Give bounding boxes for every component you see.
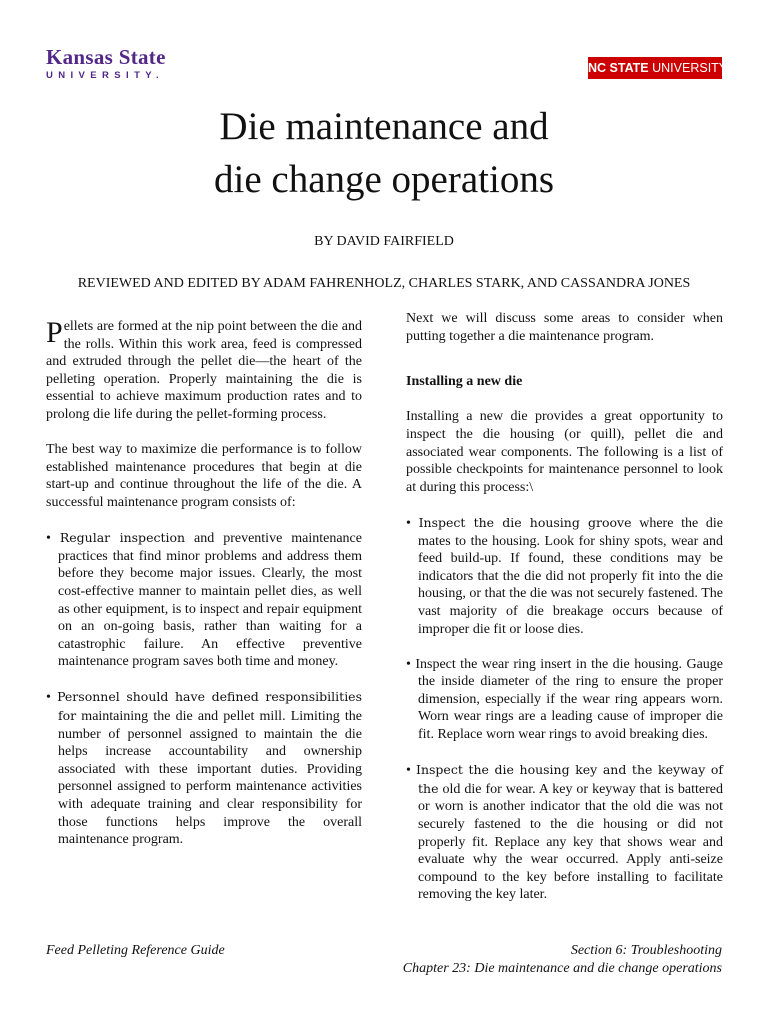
footer-chapter: Chapter 23: Die maintenance and die change operations: [402, 960, 722, 976]
right-column: [406, 310, 723, 922]
installing-paragraph: Installing a new die provides a great opportunity to inspect the die housing (or quill), pellet die and associated wear components. The following is a list of possible checkpoints for maintenance personnel to look at during this process:\: [406, 409, 723, 495]
footer-section: Section 6: Troubleshooting: [570, 943, 722, 958]
bullet-lead: Inspect the die housing key and the keyway of the: [416, 762, 723, 796]
title-line-2: die change operations: [213, 158, 555, 201]
drop-cap: P: [46, 316, 63, 349]
bullet-text: Inspect the wear ring insert in the die housing. Gauge the inside diameter of the ring to ensure the proper dimension, especially if the wear ring appears worn. Worn wear rings are a leading cause of improper die fit. Replace worn wear rings to avoid breaking dies.: [415, 656, 723, 743]
bullet-housing-key: • Inspect the die housing key and the keyway of the old die for wear. A key or keyway that is battered or worn is another indicator that the old die was not securely fastened to the die housing or did not properly fit. Replace any key that shows wear and evaluate why the wear occurred. Apply anti-seize compound to the key before installing to facilitate removing the key later.: [406, 762, 723, 903]
bullet-regular-inspection: • Regular inspection and preventive maintenance practices that find minor problems and address them before they become major issues. Clearly, the most cost-effective manner to maintain pellet dies, as well as other equipment, is to inspect and repair equipment on an on-going basis, rather than waiting for a catastrophic failure. An effective preventive maintenance program saves both time and money.: [46, 530, 362, 670]
ncsu-logo-bold: NC STATE: [588, 61, 649, 75]
ncsu-logo-rest: UNIVERSITY: [648, 61, 728, 75]
title-line-1: Die maintenance and: [219, 105, 549, 148]
reviewers-line: REVIEWED AND EDITED BY ADAM FAHRENHOLZ, CHARLES STARK, AND CASSANDRA JONES: [77, 276, 691, 291]
bullet-text: where the die mates to the housing. Look for shiny spots, wear and feed build-up. If found, these conditions may be indicators that the die did not properly fit into the die housing, or that the die was not securely fastened. The vast majority of die breakage occurs because of improper die fit or loose dies.: [418, 515, 723, 637]
bullet-text: maintaining the die and pellet mill. Limiting the number of personnel assigned to maintain the die helps increase accountability and ownership associated with these important duties. Providing personnel assigned to perform maintenance activities with adequate training and clear responsibility for those functions helps improve the overall maintenance program.: [58, 709, 362, 848]
bullet-wear-ring: • Inspect the wear ring insert in the die housing. Gauge the inside diameter of the ring to ensure the proper dimension, especially if the wear ring appears worn. Worn wear rings are a leading cause of improper die fit. Replace worn wear rings to avoid breaking dies.: [406, 656, 723, 743]
section-heading: Installing a new die: [406, 374, 523, 390]
footer-guide-title: Feed Pelleting Reference Guide: [46, 943, 225, 958]
footer-section-info: [403, 942, 722, 977]
page-title: [0, 100, 768, 206]
performance-paragraph: The best way to maximize die performance is to follow established maintenance procedures that begin at die start-up and continue throughout the life of the die. A successful maintenance program consists of:: [46, 442, 362, 510]
intro-paragraph: [46, 318, 362, 424]
bullet-lead: Inspect the die housing groove: [418, 514, 632, 530]
byline: BY DAVID FAIRFIELD: [314, 234, 454, 249]
bullet-text: old die for wear. A key or keyway that is battered or worn is another indicator that the old die was not securely fastened to the die housing or did not properly fit. Replace any key that shows wear and evaluate why the wear occurred. Apply anti-seize compound to the key before installing to facilitate removing the key later.: [418, 781, 723, 903]
bullet-lead: Regular inspection: [59, 530, 186, 546]
bullet-die-housing-groove: • Inspect the die housing groove where the die mates to the housing. Look for shiny spots, wear and feed build-up. If found, these conditions may be indicators that the die did not properly fit into the die housing, or that the die was not securely fastened. The vast majority of die breakage occurs because of improper die fit or loose dies.: [406, 514, 723, 637]
intro-text: ellets are formed at the nip point between the die and the rolls. Within this work area, feed is compressed and extruded through the pellet die—the heart of the pelleting operation. Properly maintaining the die is essential to achieve maximum production rates and to prolong die life during the pellet-forming process.: [46, 319, 362, 422]
nc-state-logo: [588, 57, 728, 79]
right-intro-paragraph: Next we will discuss some areas to consider when putting together a die maintenance program.: [406, 311, 723, 344]
left-column: [46, 310, 362, 866]
ksu-logo-line1: Kansas State: [46, 45, 166, 69]
kansas-state-logo: [46, 46, 166, 82]
ksu-logo-line2: UNIVERSITY.: [46, 70, 164, 81]
bullet-personnel: • Personnel should have defined responsibilities for maintaining the die and pellet mill. Limiting the number of personnel assigned to maintain the die helps increase accountability and ownership associated with these important duties. Providing personnel assigned to perform maintenance activities with adequate training and clear responsibility for those functions helps improve the overall maintenance program.: [46, 689, 362, 848]
bullet-lead: Personnel should have defined responsibilities for: [57, 689, 362, 724]
bullet-text: and preventive maintenance practices that find minor problems and address them before they become major issues. Clearly, the most cost-effective manner to maintain pellet dies, as well as other equipment, is to inspect and repair equipment on an on-going basis, rather than waiting for a catastrophic failure. An effective preventive maintenance program saves both time and money.: [58, 531, 362, 670]
